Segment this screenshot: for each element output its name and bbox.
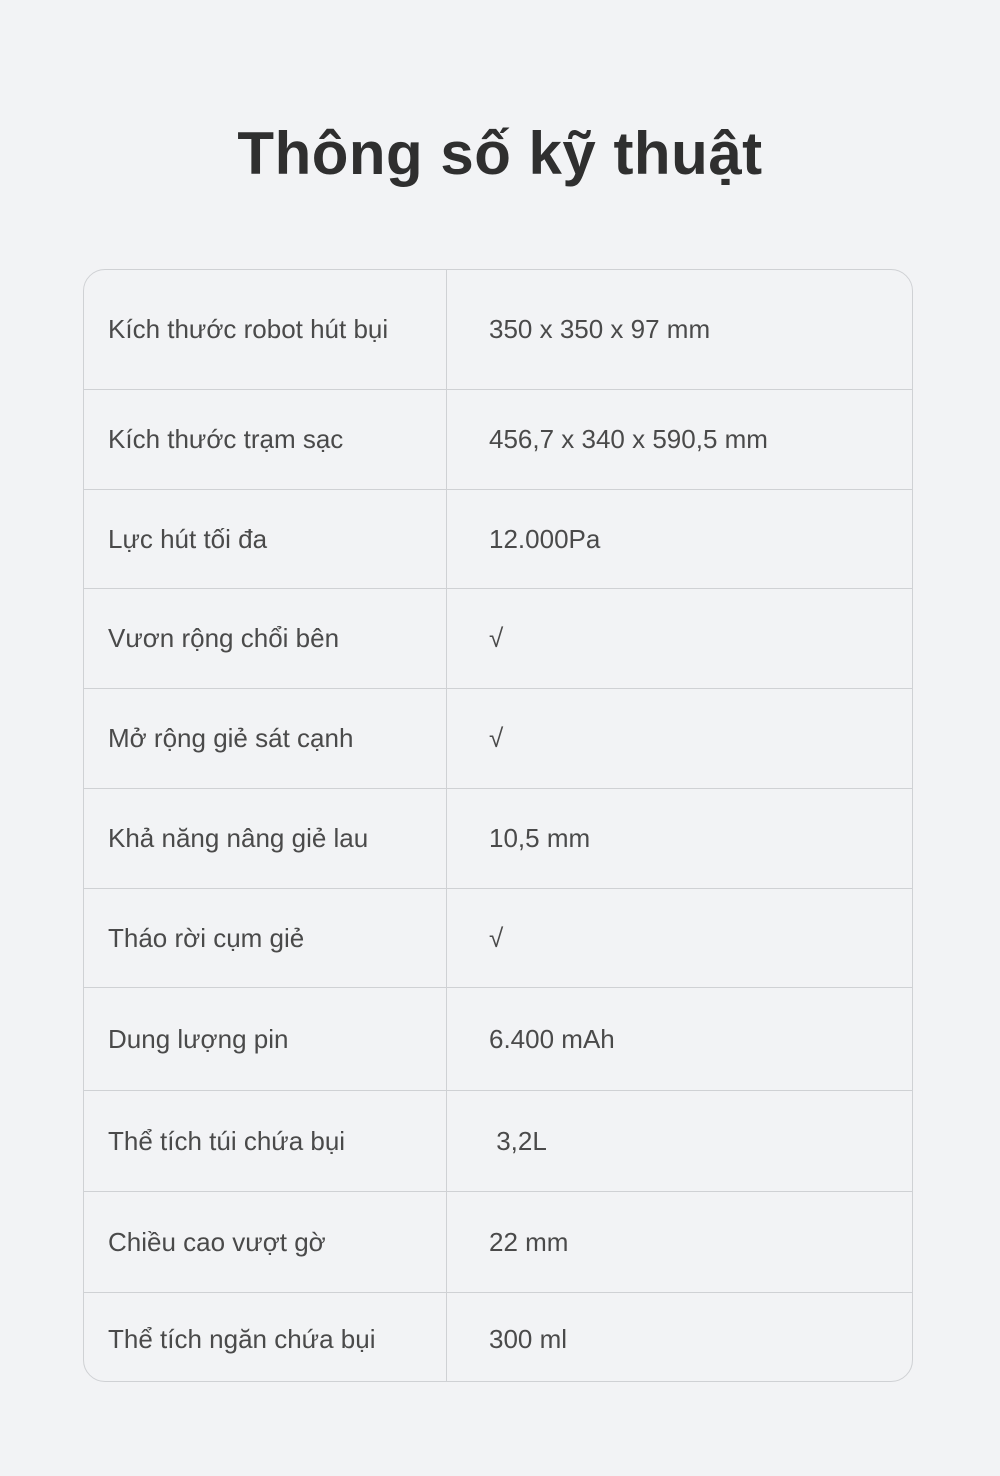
spec-row-suction [84,490,912,589]
spec-value: 22 mm [489,1226,569,1257]
spec-row-station-size [84,390,912,490]
spec-label: Lực hút tối đa [84,490,447,588]
spec-label: Kích thước trạm sạc [84,390,447,489]
spec-value: √ [489,723,504,753]
spec-table [83,269,913,1382]
spec-row-dust-bag [84,1091,912,1192]
spec-label: Vươn rộng chổi bên [84,589,447,688]
spec-label: Chiều cao vượt gờ [84,1192,447,1292]
spec-value: 300 ml [489,1323,568,1354]
spec-label: Thể tích túi chứa bụi [84,1091,447,1191]
spec-label: Dung lượng pin [84,988,447,1090]
spec-value: 12.000Pa [489,523,601,554]
spec-value: 10,5 mm [489,823,591,853]
spec-value: 6.400 mAh [489,1023,615,1054]
spec-label: Khả năng nâng giẻ lau [84,789,447,888]
spec-row-robot-size [84,270,912,390]
spec-value: 350 x 350 x 97 mm [489,314,711,344]
spec-value: 456,7 x 340 x 590,5 mm [489,424,768,454]
spec-row-side-brush [84,589,912,689]
spec-row-mop-detach [84,889,912,988]
spec-row-mop-lift [84,789,912,889]
spec-value: 3,2L [489,1125,547,1156]
spec-label: Mở rộng giẻ sát cạnh [84,689,447,788]
spec-label: Kích thước robot hút bụi [84,270,447,389]
page-title: Thông số kỹ thuật [237,120,763,187]
spec-label: Tháo rời cụm giẻ [84,889,447,987]
spec-label: Thể tích ngăn chứa bụi [84,1293,447,1382]
spec-value: √ [489,922,504,953]
spec-row-obstacle [84,1192,912,1293]
spec-row-dustbin [84,1293,912,1382]
spec-row-battery [84,988,912,1091]
spec-value: √ [489,623,504,653]
spec-row-mop-extend [84,689,912,789]
